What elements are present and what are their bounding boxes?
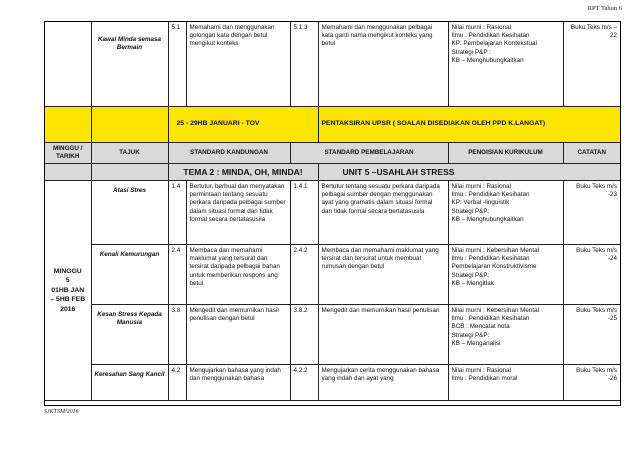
sp-number: 3.8.2 <box>290 304 318 364</box>
tajuk-cell: Kawal Minda semasa Bermain <box>91 22 168 106</box>
sp-number: 4.2.2 <box>290 364 318 400</box>
minggu-tarikh-cell <box>45 180 91 400</box>
catatan-cell: Buku Teks m/s – 22 <box>563 22 620 106</box>
catatan-cell: Buku Teks m/s -26 <box>563 364 620 400</box>
kurikulum-cell <box>448 180 563 244</box>
ujian-blank-1 <box>45 106 91 142</box>
kurikulum-line: KB – Mengitlak <box>451 279 494 287</box>
ujian-row <box>45 106 620 142</box>
col-sp: STANDARD PEMBELAJARAN <box>290 142 448 163</box>
col-kurikulum: PENGISIAN KURIKULUM <box>448 142 563 163</box>
kurikulum-line: Ilmu : Pendidikan Kesihatan <box>451 32 530 40</box>
kurikulum-cell <box>448 304 563 364</box>
kurikulum-line: Nilai murni : Rasional <box>451 24 511 31</box>
sk-text: Mengujarkan bahasa yang indah dan menggunakan bahasa <box>186 364 290 400</box>
sk-text: Mengedit dan memurnikan hasil penulisan dengan betul <box>186 304 290 364</box>
minggu-line: – 5HB FEB <box>50 296 86 304</box>
kurikulum-line: Pembelajaran Konstruktivisme <box>451 263 537 271</box>
table-row <box>45 244 620 304</box>
tajuk-cell: Kesan Stress Kepada Manusia <box>91 304 168 364</box>
sk-number: 5.1 <box>168 22 186 106</box>
col-sk: STANDARD KANDUNGAN <box>168 142 290 163</box>
tajuk-cell: Kenali Kemurungan <box>91 244 168 304</box>
kurikulum-line: KB – Menghubungkaitkan <box>451 56 524 64</box>
minggu-line: 01HB JAN <box>51 286 85 294</box>
minggu-line: MINGGU <box>53 267 82 275</box>
tajuk-cell: Keresahan Sang Kancil <box>91 364 168 400</box>
sp-text: Memahami dan menggunakan pelbagai kata ganti nama mengikut konteks yang betul <box>318 22 448 106</box>
kurikulum-cell <box>448 244 563 304</box>
ujian-text: PENTAKSIRAN UPSR ( SOALAN DISEDIAKAN OLEH PPD K.LANGAT) <box>318 106 620 142</box>
sk-text: Memahami dan menggunakan golongan kata dengan betul mengikut konteks <box>186 22 290 106</box>
tema-blank-2 <box>91 163 168 180</box>
kurikulum-cell <box>448 22 563 106</box>
kurikulum-line: Strategi P&P: <box>451 331 490 339</box>
minggu-line: 5 <box>65 277 70 285</box>
kurikulum-line: Nilai murni : Kebersihan Mental <box>451 306 539 314</box>
kurikulum-line: Ilmu : Pendidikan Kesihatan <box>451 255 530 263</box>
kurikulum-line: Strategi P&P : <box>451 48 491 56</box>
col-minggu: MINGGU / TARIKH <box>45 142 91 163</box>
catatan-cell: Buku Teks m/s -24 <box>563 244 620 304</box>
kurikulum-line: Nilai murni : Rasional <box>451 366 511 374</box>
kurikulum-line: Nilai murni : Kebersihan Mental <box>451 246 539 254</box>
sp-number: 2.4.2 <box>290 244 318 304</box>
kurikulum-line: KP: Verbal -linguistik <box>451 199 510 207</box>
page-header: RPT Tahun 6 <box>587 5 622 12</box>
catatan-cell: Buku Teks m/s -25 <box>563 304 620 364</box>
rpt-table-frame <box>44 21 621 406</box>
sp-text: Mengujarkan cerita menggunakan bahasa yang indah dan ayat yang <box>318 364 448 400</box>
table-row <box>45 304 620 364</box>
kurikulum-line: BCB : Mencatat nota <box>451 323 510 331</box>
kurikulum-line: Ilmu : Pendidikan Kesihatan <box>451 315 530 323</box>
table-row <box>45 22 620 106</box>
tema-row <box>45 163 620 180</box>
sk-number: 1.4 <box>168 180 186 244</box>
page-footer: SJKTSM/2016 <box>44 409 79 415</box>
ujian-blank-2 <box>91 106 168 142</box>
tajuk-cell: Atasi Stres <box>91 180 168 244</box>
sk-number: 3.8 <box>168 304 186 364</box>
kurikulum-line: Nilai murni : Rasional <box>451 182 511 190</box>
column-header-row <box>45 142 620 163</box>
sp-text: Membaca dan memahami maklumat yang tersirat dan tersurat untuk membuat rumusan dengan betul <box>318 244 448 304</box>
kurikulum-line: Ilmu : Pendidikan Kesihatan <box>451 191 530 199</box>
ujian-date: 25 - 29HB JANUARI - TOV <box>168 106 318 142</box>
unit-title: UNIT 5 –USAHLAH STRESS <box>318 163 620 180</box>
sk-number: 2.4 <box>168 244 186 304</box>
kurikulum-line: KB – Menganalisi <box>451 339 501 347</box>
kurikulum-line: KP: Pembelajaran Kontekstual <box>451 40 537 48</box>
minggu-cell-empty <box>45 22 91 106</box>
catatan-cell: Buku Teks m/s -23 <box>563 180 620 244</box>
sk-text: Bertutur, berbual dan menyatakan permintaan tentang sesuatu perkara daripada pelbagai sumber dalam situasi formal dan tidak formal secara bertatasusila <box>186 180 290 244</box>
table-row <box>45 364 620 400</box>
kurikulum-line: Strategi P&P: <box>451 271 490 279</box>
table-row <box>45 180 620 244</box>
sp-text: Bertutur tentang sesuatu perkara daripada pelbagai sumber dengan menggunakan ayat yang gramatis dalam situasi formal dan tidak formal secara bertatasusila <box>318 180 448 244</box>
tema-blank-1 <box>45 163 91 180</box>
col-tajuk: TAJUK <box>91 142 168 163</box>
tema-title: TEMA 2 : MINDA, OH, MINDA! <box>168 163 318 180</box>
sk-number: 4.2 <box>168 364 186 400</box>
kurikulum-line: KB – Menghubungkaitkan <box>451 215 524 223</box>
kurikulum-line: Ilmu : Pendidikan moral <box>451 375 518 383</box>
sp-number: 5.1.3 <box>290 22 318 106</box>
kurikulum-line: Strategi P&P: <box>451 207 490 215</box>
kurikulum-cell <box>448 364 563 400</box>
col-catatan: CATATAN <box>563 142 620 163</box>
rpt-table <box>45 22 620 401</box>
sp-number: 1.4.1 <box>290 180 318 244</box>
sp-text: Mengedit dan memurnikan hasil penulisan <box>318 304 448 364</box>
sk-text: Membaca dan memahami maklumat yang tersurat dan tersirat daripada pelbagai bahan untuk memberikan respons ang betul <box>186 244 290 304</box>
minggu-line: 2016 <box>60 305 76 313</box>
